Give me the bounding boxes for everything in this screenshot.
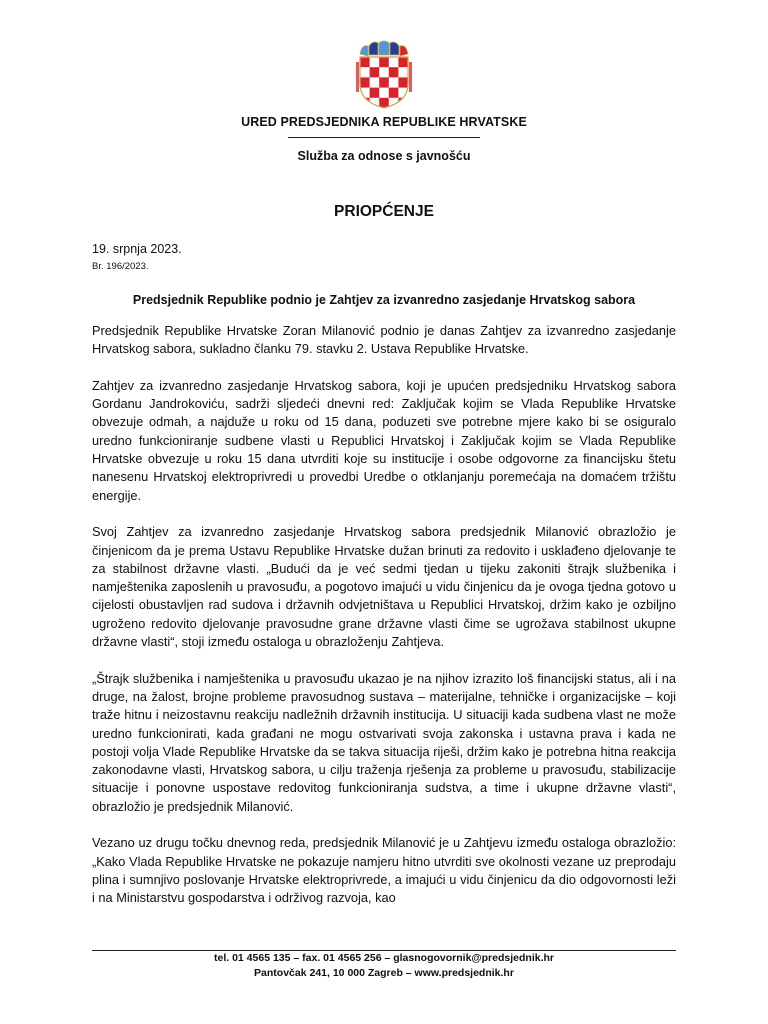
coat-of-arms-icon xyxy=(356,40,412,110)
paragraph-5: Vezano uz drugu točku dnevnog reda, predsjednik Milanović je u Zahtjevu između ostaloga obrazložio: „Kako Vlada Republike Hrvatske ne pokazuje namjeru hitno utvrditi sve okolnosti vezane uz preprodaju plina i sumnjivo poslovanje Hrvatske elektroprivrede, a imajući u vidu činjenicu da dio odgovornosti leži i na Ministarstvu gospodarstva i održivog razvoja, kao xyxy=(92,835,676,906)
document-title: PRIOPĆENJE xyxy=(334,203,434,220)
paragraph-1: Predsjednik Republike Hrvatske Zoran Milanović podnio je danas Zahtjev za izvanredno zasjedanje Hrvatskog sabora, sukladno članku 79. stavku 2. Ustava Republike Hrvatske. xyxy=(92,323,676,357)
header-divider xyxy=(288,137,480,138)
document-number: Br. 196/2023. xyxy=(92,261,149,272)
crown xyxy=(360,41,408,56)
footer-contact: tel. 01 4565 135 – fax. 01 4565 256 – glasnogovornik@predsjednik.hr xyxy=(214,952,554,964)
paragraph-4: „Štrajk službenika i namještenika u pravosuđu ukazao je na njihov izrazito loš financijski status, ali i na druge, na žalost, brojne probleme pravosudnog sustava – materijalne, tehničke i organizacijske – koji traže hitnu i neizostavnu reakciju nadležnih državnih institucija. U situaciji kada sudbena vlast ne može uredno funkcionirati, kada građani ne mogu ostvarivati svoja zakonska i ustavna prava i kada ne postoji volja Vlade Republike Hrvatske da se takva situacija riješi, držim kako je potrebna hitna reakcija zakonodavne vlasti, Hrvatskog sabora, u cilju traženja rješenja za probleme u pravosuđu, stabilizacije situacije i ponovne uspostave redovitog funkcioniranja sudstva, a time i ukupne državne vlasti“, obrazložio je predsjednik Milanović. xyxy=(92,670,676,814)
press-headline: Predsjednik Republike podnio je Zahtjev za izvanredno zasjedanje Hrvatskog sabora xyxy=(132,293,636,307)
service-name: Služba za odnose s javnošću xyxy=(297,149,471,163)
press-body xyxy=(92,322,676,926)
footer-divider xyxy=(92,950,676,951)
paragraph-2: Zahtjev za izvanredno zasjedanje Hrvatskog sabora, koji je upućen predsjedniku Hrvatskog sabora Gordanu Jandrokoviću, sadrži sljedeći dnevni red: Zaključak kojim se Vlada Republike Hrvatske obvezuje odmah, a najduže u roku od 15 dana, poduzeti sve potrebne mjere kako bi se osiguralo uredno funkcioniranje sudbene vlasti u Republici Hrvatskoj i Zaključak kojim se Vlada Republike Hrvatske obvezuje u roku 15 dana utvrditi koje su institucije i osobe odgovorne za financijsku štetu nanesenu Hrvatskoj elektroprivredi u provedbi Uredbe o otklanjanju poremećaja na domaćem tržištu energije. xyxy=(92,377,676,503)
paragraph-3: Svoj Zahtjev za izvanredno zasjedanje Hrvatskog sabora predsjednik Milanović obrazložio je činjenicom da je prema Ustavu Republike Hrvatske dužan brinuti za redovito i usklađeno djelovanje te za stabilnost državne vlasti. „Budući da je već sedmi tjedan u tijeku zakoniti štrajk službenika i namještenika zaposlenih u pravosuđu, a pogotovo imajući u vidu činjenicu da je ovoga tjedna gotovo u cijelosti obustavljen rad sudova i državnih odvjetništava u Republici Hrvatskoj, držim kako je ozbiljno ugroženo redovito djelovanje pravosudne grane državne vlasti čime se ugrožava stabilnost ukupne državne vlasti“, stoji između ostaloga u obrazloženju Zahtjeva. xyxy=(92,524,676,650)
document-date: 19. srpnja 2023. xyxy=(92,242,182,256)
office-name: URED PREDSJEDNIKA REPUBLIKE HRVATSKE xyxy=(241,115,527,129)
footer-address: Pantovčak 241, 10 000 Zagreb – www.predsjednik.hr xyxy=(254,967,514,979)
